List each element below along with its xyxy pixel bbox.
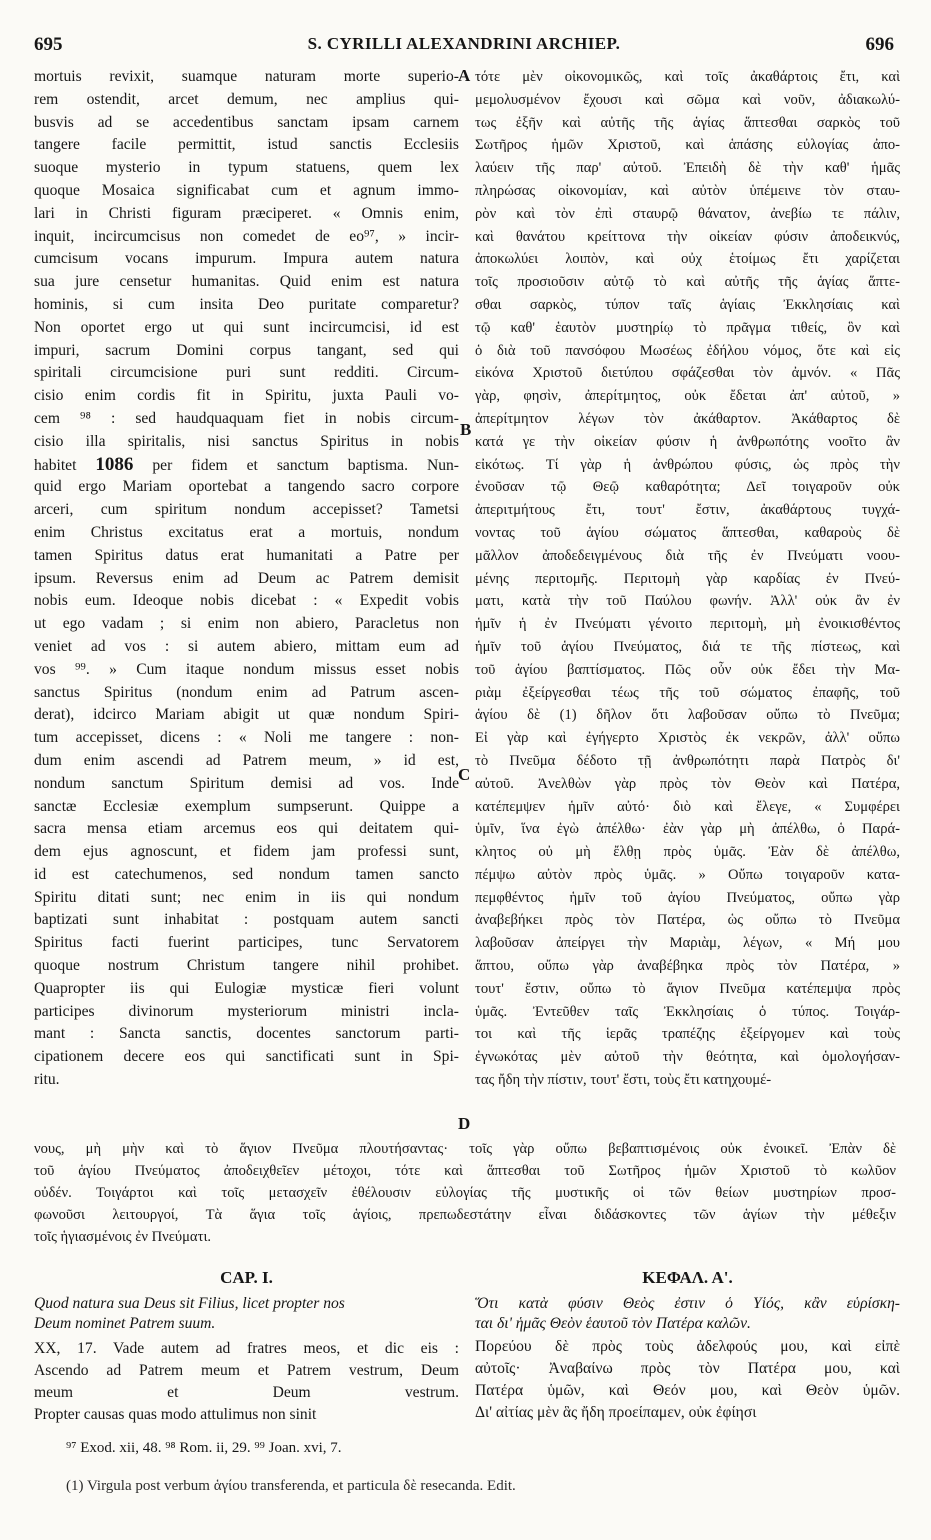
text-line: γὰρ, φησὶν, ἀπερίτμητος, οὐκ ἔδεται ἀπ' αὐτοῦ, » [475, 388, 900, 405]
text-line: nobis eum. Ideoque nobis dicebat : « Expedit vobis [34, 592, 459, 610]
chapter-text-latin [34, 1338, 459, 1426]
text-line: μένης περιτομῆς. Περιτομὴ γὰρ καρδίας ἐν Πνεύ- [475, 570, 900, 587]
text-line: cem ⁹⁸ : sed haudquaquam fiet in nobis circum- [34, 409, 459, 427]
text-line: Σωτῆρος ἡμῶν Χριστοῦ, καὶ ἁπάσης εὐλογίας ἀπο- [475, 137, 900, 154]
text-line [34, 454, 459, 477]
text-line: impuri, sacrum Domini corpus tangant, sed qui [34, 341, 459, 359]
text-line: αὐτοῦ. Ἀνελθὼν γὰρ πρὸς τὸν Θεὸν καὶ Πατέρα, [475, 775, 900, 792]
text-line: τας ἤδη τὴν πίστιν, τουτ' ἔστι, τοὺς ἔτι κατηχουμέ- [475, 1072, 772, 1089]
text-line: ἁγίου δὲ (1) δῆλον ὅτι λαβοῦσαν οὔπω τὸ Πνεῦμα; [475, 707, 900, 724]
text-line: hominis, si cum insita Deo puritate comparetur? [34, 295, 459, 313]
page-header [34, 34, 894, 64]
text-line: spiritali circumcisione puri sunt redditi. Circum- [34, 364, 459, 382]
text-line-fragment: per fidem et sanctum baptisma. Nun- [133, 456, 459, 474]
text-line: εἰκότως. Τί γὰρ ἡ ἀνθρώπου φύσις, ὡς πρὸς τὴν [475, 456, 900, 473]
text-line: τῷ καθ' ἑαυτὸν μυστηρίῳ τὸ πρᾶγμα τιθείς, ὃν καὶ [475, 319, 900, 336]
text-line: ὑμῖν, ἵνα ἐγὼ ἀπέλθω· ἐὰν γὰρ μὴ ἀπέλθω, ὁ Παρά- [475, 821, 900, 838]
text-line: κλητος οὐ μὴ ἔλθῃ πρὸς ὑμᾶς. Ἐὰν δὲ ἀπέλθω, [475, 844, 900, 861]
text-line: cumcisum vocans impurum. Impura autem natura [34, 250, 459, 268]
text-line: ἅπτου, οὔπω γὰρ ἀναβέβηκα πρὸς τὸν Πατέρα, » [475, 958, 900, 975]
text-line: τοῦ ἁγίου Πνεύματος ἀποδειχθεῖεν μέτοχοι, τότε καὶ ἅπτεσθαι τοῦ Σωτῆρος ἡμῶν Χριστοῦ τὸ κωλῦον [34, 1163, 896, 1179]
text-line: ριὰμ ἐξείργεσθαι τέως τῆς τοῦ σώματος ἐπαφῆς, τοῦ [475, 684, 900, 701]
text-line: οὐδέν. Τοιγάρτοι καὶ τοῖς μετασχεῖν ἐθέλουσιν εὐλογίας τῆς μυστικῆς οἱ τῶν θείων μυστηρίων προσ- [34, 1185, 896, 1201]
text-line: suoque mysterio in typum statuens, quem lex [34, 159, 459, 177]
text-line-fragment: habitet [34, 456, 96, 474]
page-number-right: 696 [865, 34, 894, 55]
text-line: Εἰ γὰρ καὶ ἐγήγερτο Χριστὸς ἐκ νεκρῶν, ἀλλ' οὔπω [475, 730, 900, 747]
margin-letter-d: D [458, 1114, 471, 1133]
text-line: Πορεύου δὲ πρὸς τοὺς ἀδελφούς μου, καὶ εἰπὲ [475, 1338, 900, 1355]
text-line: λαύειν τῆς παρ' αὐτοῦ. Ἐπειδὴ δὲ τὴν καθ' ἡμᾶς [475, 160, 900, 177]
text-line: Propter causas quas modo attulimus non sinit [34, 1406, 317, 1423]
text-line: Spiritus facti fuerint participes, tunc Servatorem [34, 934, 459, 952]
text-line: ρὸν καὶ τὸν ἐπὶ σταυρῷ θάνατον, ἀνεβίω τε πάλιν, [475, 205, 900, 222]
text-line: meum et Deum vestrum. [34, 1384, 459, 1401]
latin-column [34, 66, 459, 1092]
text-line: Spiritu ditati sunt; nec enim in iis qui nondum [34, 888, 459, 906]
text-line: baptizati sunt inhabitat : postquam autem sancti [34, 911, 459, 929]
editor-footnote: (1) Virgula post verbum ἁγίου transferenda, et particula δὲ resecanda. Edit. [66, 1478, 516, 1494]
text-line: inquit, incircumcisus non comedet de eo⁹⁷, » incir- [34, 227, 459, 245]
text-line: dem ejus agnoscunt, et fidem jam professi sunt, [34, 843, 459, 861]
text-line: participes divinorum mysteriorum ministri incla- [34, 1002, 459, 1020]
text-line: κατέπεμψεν ἡμῖν αὐτό· διὸ καὶ ἔλεγε, « Συμφέρει [475, 798, 900, 815]
text-line: καὶ θανάτου κρείττονα τὴν οἰκείαν φύσιν ἀποδεικνύς, [475, 228, 900, 245]
chapter-heading-latin: CAP. I. [220, 1268, 273, 1287]
text-line: sacra mensa etiam arcemus eos qui deitatem qui- [34, 820, 459, 838]
text-line: cisio enim cordis fit in Spiritu, juxta Pauli vo- [34, 387, 459, 405]
text-line: τουτ' ἔστιν, οὔπω τὸ ἅγιον Πνεῦμα κατέπεμψα πρὸς [475, 980, 900, 997]
text-line: ἀπεριτμήτους ἔτι, τουτ' ἔστιν, ἀκαθάρτους τυγχά- [475, 502, 900, 519]
text-line: μεμολυσμένον ἔχουσι καὶ σῶμα καὶ νοῦν, ἀδιακωλύ- [475, 91, 900, 108]
page-number-left: 695 [34, 34, 63, 55]
chapter-summary-latin [34, 1294, 459, 1334]
text-line: veniet ad vos : si autem abiero, mittam eum ad [34, 637, 459, 655]
chapter-summary-greek [475, 1294, 900, 1334]
text-line: XX, 17. Vade autem ad fratres meos, et dic eis : [34, 1340, 459, 1357]
text-line: tamen Spiritus datus erat humanitati a Patre per [34, 546, 459, 564]
text-line: τότε μὲν οἰκονομικῶς, καὶ τοῖς ἀκαθάρτοις ἔτι, καὶ [475, 69, 900, 85]
text-line: εἰκόνα Χριστοῦ διετύπου σφάζεσθαι τὸν ἀμνόν. « Πᾶς [475, 365, 900, 382]
text-line: ἀποκωλύει λοιπὸν, καὶ οὐχ ἑτοίμως ἔτι χαρίζεται [475, 251, 900, 268]
margin-letter-b: B [460, 420, 472, 439]
text-line: rem ostendit, arcet demum, nec amplius qui- [34, 90, 459, 108]
text-line: ritu. [34, 1071, 60, 1089]
column-number: 1086 [95, 453, 134, 475]
running-title: S. CYRILLI ALEXANDRINI ARCHIEP. [307, 34, 621, 53]
text-line: id est catechumenos, sed nondum tamen sancto [34, 865, 459, 883]
text-line: πληρώσας οἰκονομίαν, καὶ αὐτὸν ὑπέμεινε τὸν σταυ- [475, 182, 900, 199]
text-line: τοῖς ἡγιασμένοις ἐν Πνεύματι. [34, 1229, 212, 1245]
text-line: Quapropter iis qui Eulogiæ mysticæ fieri volunt [34, 979, 459, 997]
text-line: busvis ad se accedentibus sanctam ipsam carnem [34, 113, 459, 131]
text-line: tangere facile permittit, istud sanctis Ecclesiis [34, 136, 459, 154]
text-line: quoque nostrum Christum tangere nihil prohibet. [34, 957, 459, 975]
summary-line: ται δι' ἡμᾶς Θεὸν ἑαυτοῦ τὸν Πατέρα καλῶν. [475, 1315, 751, 1332]
text-line: enim Christus excitatus erat a mortuis, nondum [34, 523, 459, 541]
text-line: ἐγνωκότας μὲν αὐτοῦ τὴν θεότητα, καὶ ὁμολογήσαν- [475, 1049, 900, 1066]
summary-line: Ὅτι κατὰ φύσιν Θεὸς ἐστιν ὁ Υἱός, κἂν εὑρίσκη- [475, 1295, 900, 1312]
text-line: mortuis revixit, suamque naturam morte superio- [34, 68, 459, 85]
greek-full-width-continuation [34, 1138, 896, 1248]
text-line: ἀπερίτμητον λέγων τὸν ἀκάθαρτον. Ἀκάθαρτος δὲ [475, 410, 900, 427]
text-line: πέμψω αὐτὸν πρὸς ὑμᾶς. » Οὔπω τοιγαροῦν κατα- [475, 866, 900, 883]
margin-letter-c: C [458, 765, 471, 784]
text-line: Ascendo ad Patrem meum et Patrem vestrum, Deum [34, 1362, 459, 1379]
margin-letter-a: A [458, 66, 471, 85]
text-line: cipationem decere eos qui sanctificati sunt in Spi- [34, 1048, 459, 1066]
footnote-references: ⁹⁷ Exod. xii, 48. ⁹⁸ Rom. ii, 29. ⁹⁹ Joan. xvi, 7. [66, 1440, 342, 1456]
text-line: sanctus Spiritus (nondum enim ad Patrum ascen- [34, 683, 459, 701]
text-line: ut ego vadam ; si enim non abiero, Paracletus non [34, 615, 459, 633]
text-line: τοι καὶ τῆς ἱερᾶς τραπέζης ἐξείργομεν καὶ τοὺς [475, 1026, 900, 1043]
text-line: ματι, κατὰ τὴν τοῦ Παύλου φωνήν. Ἀλλ' οὐκ ἂν ἐν [475, 593, 900, 610]
text-line: Non oportet ergo ut qui sunt incircumcisi, id est [34, 318, 459, 336]
text-line: vos ⁹⁹. » Cum itaque nondum missus esset nobis [34, 660, 459, 678]
text-line: quoque Mosaica significabat cum et agnum immo- [34, 181, 459, 199]
text-line: νοντας τοῦ ἁγίου σώματος ἅπτεσθαι, καθαροὺς δὲ [475, 524, 900, 541]
greek-column [475, 66, 900, 1092]
text-line: Δι' αἰτίας μὲν ἃς ἤδη προείπαμεν, οὐκ ἐφίησι [475, 1404, 757, 1421]
text-line: mant : Sancta sanctis, docentes sanctorum parti- [34, 1025, 459, 1043]
text-line: αὐτοῖς· Ἀναβαίνω πρὸς τὸν Πατέρα μου, καὶ [475, 1360, 900, 1377]
text-line: ἐνοῦσαν τῷ Θεῷ καθαρότητα; Δεῖ τοιγαροῦν οὐκ [475, 479, 900, 496]
text-line: cisio illa spiritalis, nisi sanctus Spiritus in nobis [34, 432, 459, 450]
text-line: τως ἐξῆν καὶ αὐτῆς τῆς ἁγίας ἅπτεσθαι σαρκὸς τοῦ [475, 114, 900, 131]
text-line: ἡμῖν τοῦ ἁγίου Πνεύματος, διά τε τῆς πίστεως, καὶ [475, 638, 900, 655]
text-line: τὸ Πνεῦμα δέδοτο τῇ ἀνθρωπότητι παρὰ Πατρὸς δι' [475, 752, 900, 769]
text-line: τοῦ ἁγίου βαπτίσματος. Πῶς οὖν οὐκ ἔδει τὴν Μα- [475, 661, 900, 678]
text-line: σθαι σαρκὸς, τύπον ταῖς ἁγίαις Ἐκκλησίαις καὶ [475, 296, 900, 313]
text-line: κατά γε τὴν οἰκείαν φύσιν ἡ ἀνθρωπότης νοοῖτο ἂν [475, 433, 900, 450]
summary-line: Quod natura sua Deus sit Filius, licet propter nos [34, 1295, 345, 1312]
text-line: arceri, cum spiritum nondum accepisset? Tametsi [34, 501, 459, 519]
text-line: νους, μὴ μὴν καὶ τὸ ἅγιον Πνεῦμα πλουτήσαντας· τοῖς γὰρ οὔπω βεβαπτισμένοις οὐκ ἐνοικεῖ. Ἐπὰν δὲ [34, 1141, 896, 1157]
text-line: Πατέρα ὑμῶν, καὶ Θεόν μου, καὶ Θεὸν ὑμῶν. [475, 1382, 900, 1399]
text-line: sua jure censetur humanitas. Quid enim est natura [34, 273, 459, 291]
summary-line: Deum nominet Patrem suum. [34, 1315, 216, 1332]
chapter-heading-greek: ΚΕΦΑΛ. Α'. [642, 1268, 733, 1287]
text-line: ἀναβεβήκει πρὸς τὸν Πατέρα, ὡς οὔπω τὸ Πνεῦμα [475, 912, 900, 929]
text-line: lari in Christi figuram præciperet. « Omnis enim, [34, 204, 459, 222]
text-line: quid ergo Mariam oportebat a tangendo sacro corpore [34, 478, 459, 496]
text-line: ἡμῖν ἡ ἐν Πνεύματι γένοιτο περιτομὴ, μὴ ἐνοικισθέντος [475, 616, 900, 633]
text-line: derat), idcirco Mariam abigit ut quæ nondum Spiri- [34, 706, 459, 724]
text-line: nondum sanctum Spiritum demisi ad vos. Inde [34, 774, 459, 792]
text-line: πεμφθέντος ἡμῖν τοῦ ἁγίου Πνεύματος, οὔπω γὰρ [475, 889, 900, 906]
text-line: λαβοῦσαν ἀπείργει τὴν Μαριὰμ, λέγων, « Μή μου [475, 935, 900, 952]
text-line: ὁ διὰ τοῦ πανσόφου Μωσέως ἐδήλου νόμος, ὅτε καὶ εἰς [475, 342, 900, 359]
text-line: φωνοῦσι λειτουργοί, Τὰ ἅγια τοῖς ἁγίοις, πρεπωδεστάτην εἶναι διδάσκοντες τῶν ἁγίων τὴν μέθεξιν [34, 1207, 896, 1223]
text-line: sanctæ Ecclesiæ exemplum sumpserunt. Quippe a [34, 797, 459, 815]
text-line: μᾶλλον ἀποδεδειγμένους διὰ τῆς ἐν Πνεύματι νοου- [475, 547, 900, 564]
text-line: ipsum. Reversus enim ad Deum ac Patrem demisit [34, 569, 459, 587]
text-line: ὑμᾶς. Ἐντεῦθεν ταῖς Ἐκκλησίαις ὁ τύπος. Τοιγάρ- [475, 1003, 900, 1020]
text-line: τοῖς προσιοῦσιν αὐτῷ τὸ καὶ αὐτῆς τῆς ἁγίας ἅπτε- [475, 274, 900, 291]
text-line: dum enim ascendi ad Patrem meum, » id est, [34, 751, 459, 769]
chapter-text-greek [475, 1336, 900, 1424]
text-line: tum accepisset, dicens : « Noli me tangere : non- [34, 729, 459, 747]
